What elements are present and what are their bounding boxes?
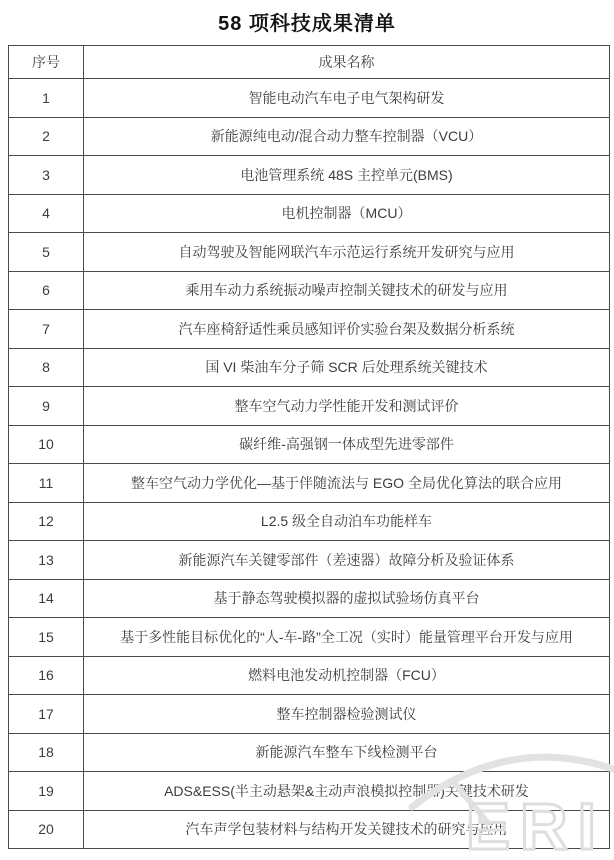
header-cell-no: 序号: [9, 46, 84, 79]
table-row: [9, 79, 610, 118]
header-cell-name: 成果名称: [84, 46, 610, 79]
achievement-name-cell: 乘用车动力系统振动噪声控制关键技术的研发与应用: [84, 271, 610, 310]
table-row: [9, 310, 610, 349]
table-row: [9, 156, 610, 195]
achievement-name-cell: 汽车座椅舒适性乘员感知评价实验台架及数据分析系统: [84, 310, 610, 349]
row-number-cell: 14: [9, 579, 84, 618]
row-number-cell: 16: [9, 656, 84, 695]
table-row: [9, 464, 610, 503]
table-row: [9, 348, 610, 387]
achievements-table: [8, 45, 610, 849]
table-row: [9, 233, 610, 272]
achievement-name-cell: 基于静态驾驶模拟器的虚拟试验场仿真平台: [84, 579, 610, 618]
table-row: [9, 387, 610, 426]
row-number-cell: 4: [9, 194, 84, 233]
row-number-cell: 1: [9, 79, 84, 118]
achievement-name-cell: 整车控制器检验测试仪: [84, 695, 610, 734]
table-body: [9, 79, 610, 849]
table-row: [9, 772, 610, 811]
achievement-name-cell: 新能源汽车关键零部件（差速器）故障分析及验证体系: [84, 541, 610, 580]
table-row: [9, 502, 610, 541]
achievement-name-cell: 自动驾驶及智能网联汽车示范运行系统开发研究与应用: [84, 233, 610, 272]
row-number-cell: 20: [9, 810, 84, 849]
achievement-name-cell: 国 VI 柴油车分子筛 SCR 后处理系统关键技术: [84, 348, 610, 387]
table-row: [9, 425, 610, 464]
table-row: [9, 695, 610, 734]
row-number-cell: 12: [9, 502, 84, 541]
table-row: [9, 656, 610, 695]
table-row: [9, 541, 610, 580]
table-row: [9, 194, 610, 233]
row-number-cell: 18: [9, 733, 84, 772]
row-number-cell: 17: [9, 695, 84, 734]
header-row: [9, 46, 610, 79]
achievement-name-cell: 汽车声学包装材料与结构开发关键技术的研究与应用: [84, 810, 610, 849]
table-row: [9, 579, 610, 618]
table-row: [9, 117, 610, 156]
table-row: [9, 271, 610, 310]
row-number-cell: 15: [9, 618, 84, 657]
achievement-name-cell: 智能电动汽车电子电气架构研发: [84, 79, 610, 118]
achievement-name-cell: 整车空气动力学性能开发和测试评价: [84, 387, 610, 426]
row-number-cell: 7: [9, 310, 84, 349]
watermark-text: ERI: [466, 789, 607, 860]
row-number-cell: 3: [9, 156, 84, 195]
achievement-name-cell: 整车空气动力学优化—基于伴随流法与 EGO 全局优化算法的联合应用: [84, 464, 610, 503]
achievement-name-cell: 新能源纯电动/混合动力整车控制器（VCU）: [84, 117, 610, 156]
achievement-name-cell: 电池管理系统 48S 主控单元(BMS): [84, 156, 610, 195]
achievement-name-cell: 燃料电池发动机控制器（FCU）: [84, 656, 610, 695]
achievement-name-cell: ADS&ESS(半主动悬架&主动声浪模拟控制器)关键技术研发: [84, 772, 610, 811]
row-number-cell: 9: [9, 387, 84, 426]
table-row: [9, 733, 610, 772]
row-number-cell: 8: [9, 348, 84, 387]
table-row: [9, 618, 610, 657]
row-number-cell: 10: [9, 425, 84, 464]
achievement-name-cell: 新能源汽车整车下线检测平台: [84, 733, 610, 772]
table-row: [9, 810, 610, 849]
achievement-name-cell: L2.5 级全自动泊车功能样车: [84, 502, 610, 541]
row-number-cell: 2: [9, 117, 84, 156]
achievement-name-cell: 碳纤维-高强钢一体成型先进零部件: [84, 425, 610, 464]
row-number-cell: 13: [9, 541, 84, 580]
row-number-cell: 6: [9, 271, 84, 310]
row-number-cell: 19: [9, 772, 84, 811]
row-number-cell: 5: [9, 233, 84, 272]
page-title: 58 项科技成果清单: [218, 13, 396, 35]
achievement-name-cell: 基于多性能目标优化的“人-车-路”全工况（实时）能量管理平台开发与应用: [84, 618, 610, 657]
row-number-cell: 11: [9, 464, 84, 503]
achievement-name-cell: 电机控制器（MCU）: [84, 194, 610, 233]
